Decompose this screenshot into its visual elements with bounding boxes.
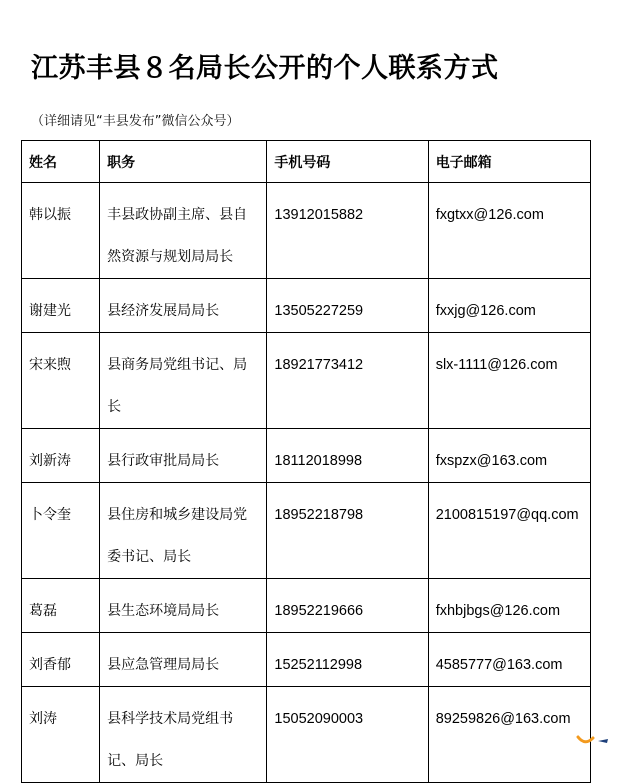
- header-phone: 手机号码: [267, 141, 428, 183]
- cell-title: 县商务局党组书记、局长: [100, 333, 267, 429]
- table-row: [22, 483, 591, 579]
- cell-phone: 15052090003: [267, 687, 428, 783]
- cell-title: 县经济发展局局长: [100, 279, 267, 333]
- cell-email: 89259826@163.com: [428, 687, 590, 783]
- cell-name: 谢建光: [22, 279, 100, 333]
- cell-email: fxxjg@126.com: [428, 279, 590, 333]
- document-subtitle: （详细请见“丰县发布”微信公众号）: [31, 114, 240, 129]
- table-row: [22, 687, 591, 783]
- document-title: 江苏丰县８名局长公开的个人联系方式: [31, 53, 499, 84]
- cell-title: 丰县政协副主席、县自然资源与规划局局长: [100, 183, 267, 279]
- table-header-row: [22, 141, 591, 183]
- cell-email: 2100815197@qq.com: [428, 483, 590, 579]
- cell-email: 4585777@163.com: [428, 633, 590, 687]
- contact-table: [21, 140, 591, 783]
- cell-title: 县应急管理局局长: [100, 633, 267, 687]
- table-row: [22, 579, 591, 633]
- table-row: [22, 633, 591, 687]
- cell-name: 韩以振: [22, 183, 100, 279]
- header-title: 职务: [100, 141, 267, 183]
- cell-email: fxspzx@163.com: [428, 429, 590, 483]
- cell-name: 刘涛: [22, 687, 100, 783]
- header-name: 姓名: [22, 141, 100, 183]
- brand-logo-icon: [576, 733, 610, 747]
- header-email: 电子邮箱: [428, 141, 590, 183]
- cell-name: 葛磊: [22, 579, 100, 633]
- table-row: [22, 333, 591, 429]
- cell-phone: 18112018998: [267, 429, 428, 483]
- table-row: [22, 429, 591, 483]
- table-row: [22, 183, 591, 279]
- cell-phone: 15252112998: [267, 633, 428, 687]
- cell-email: fxhbjbgs@126.com: [428, 579, 590, 633]
- cell-phone: 13912015882: [267, 183, 428, 279]
- table-row: [22, 279, 591, 333]
- cell-title: 县生态环境局局长: [100, 579, 267, 633]
- cell-title: 县科学技术局党组书记、局长: [100, 687, 267, 783]
- cell-email: fxgtxx@126.com: [428, 183, 590, 279]
- cell-phone: 13505227259: [267, 279, 428, 333]
- cell-name: 刘新涛: [22, 429, 100, 483]
- cell-title: 县行政审批局局长: [100, 429, 267, 483]
- cell-name: 卜令奎: [22, 483, 100, 579]
- cell-name: 宋来煦: [22, 333, 100, 429]
- cell-email: slx-1111@126.com: [428, 333, 590, 429]
- cell-title: 县住房和城乡建设局党委书记、局长: [100, 483, 267, 579]
- cell-phone: 18952218798: [267, 483, 428, 579]
- cell-phone: 18921773412: [267, 333, 428, 429]
- cell-phone: 18952219666: [267, 579, 428, 633]
- cell-name: 刘香郁: [22, 633, 100, 687]
